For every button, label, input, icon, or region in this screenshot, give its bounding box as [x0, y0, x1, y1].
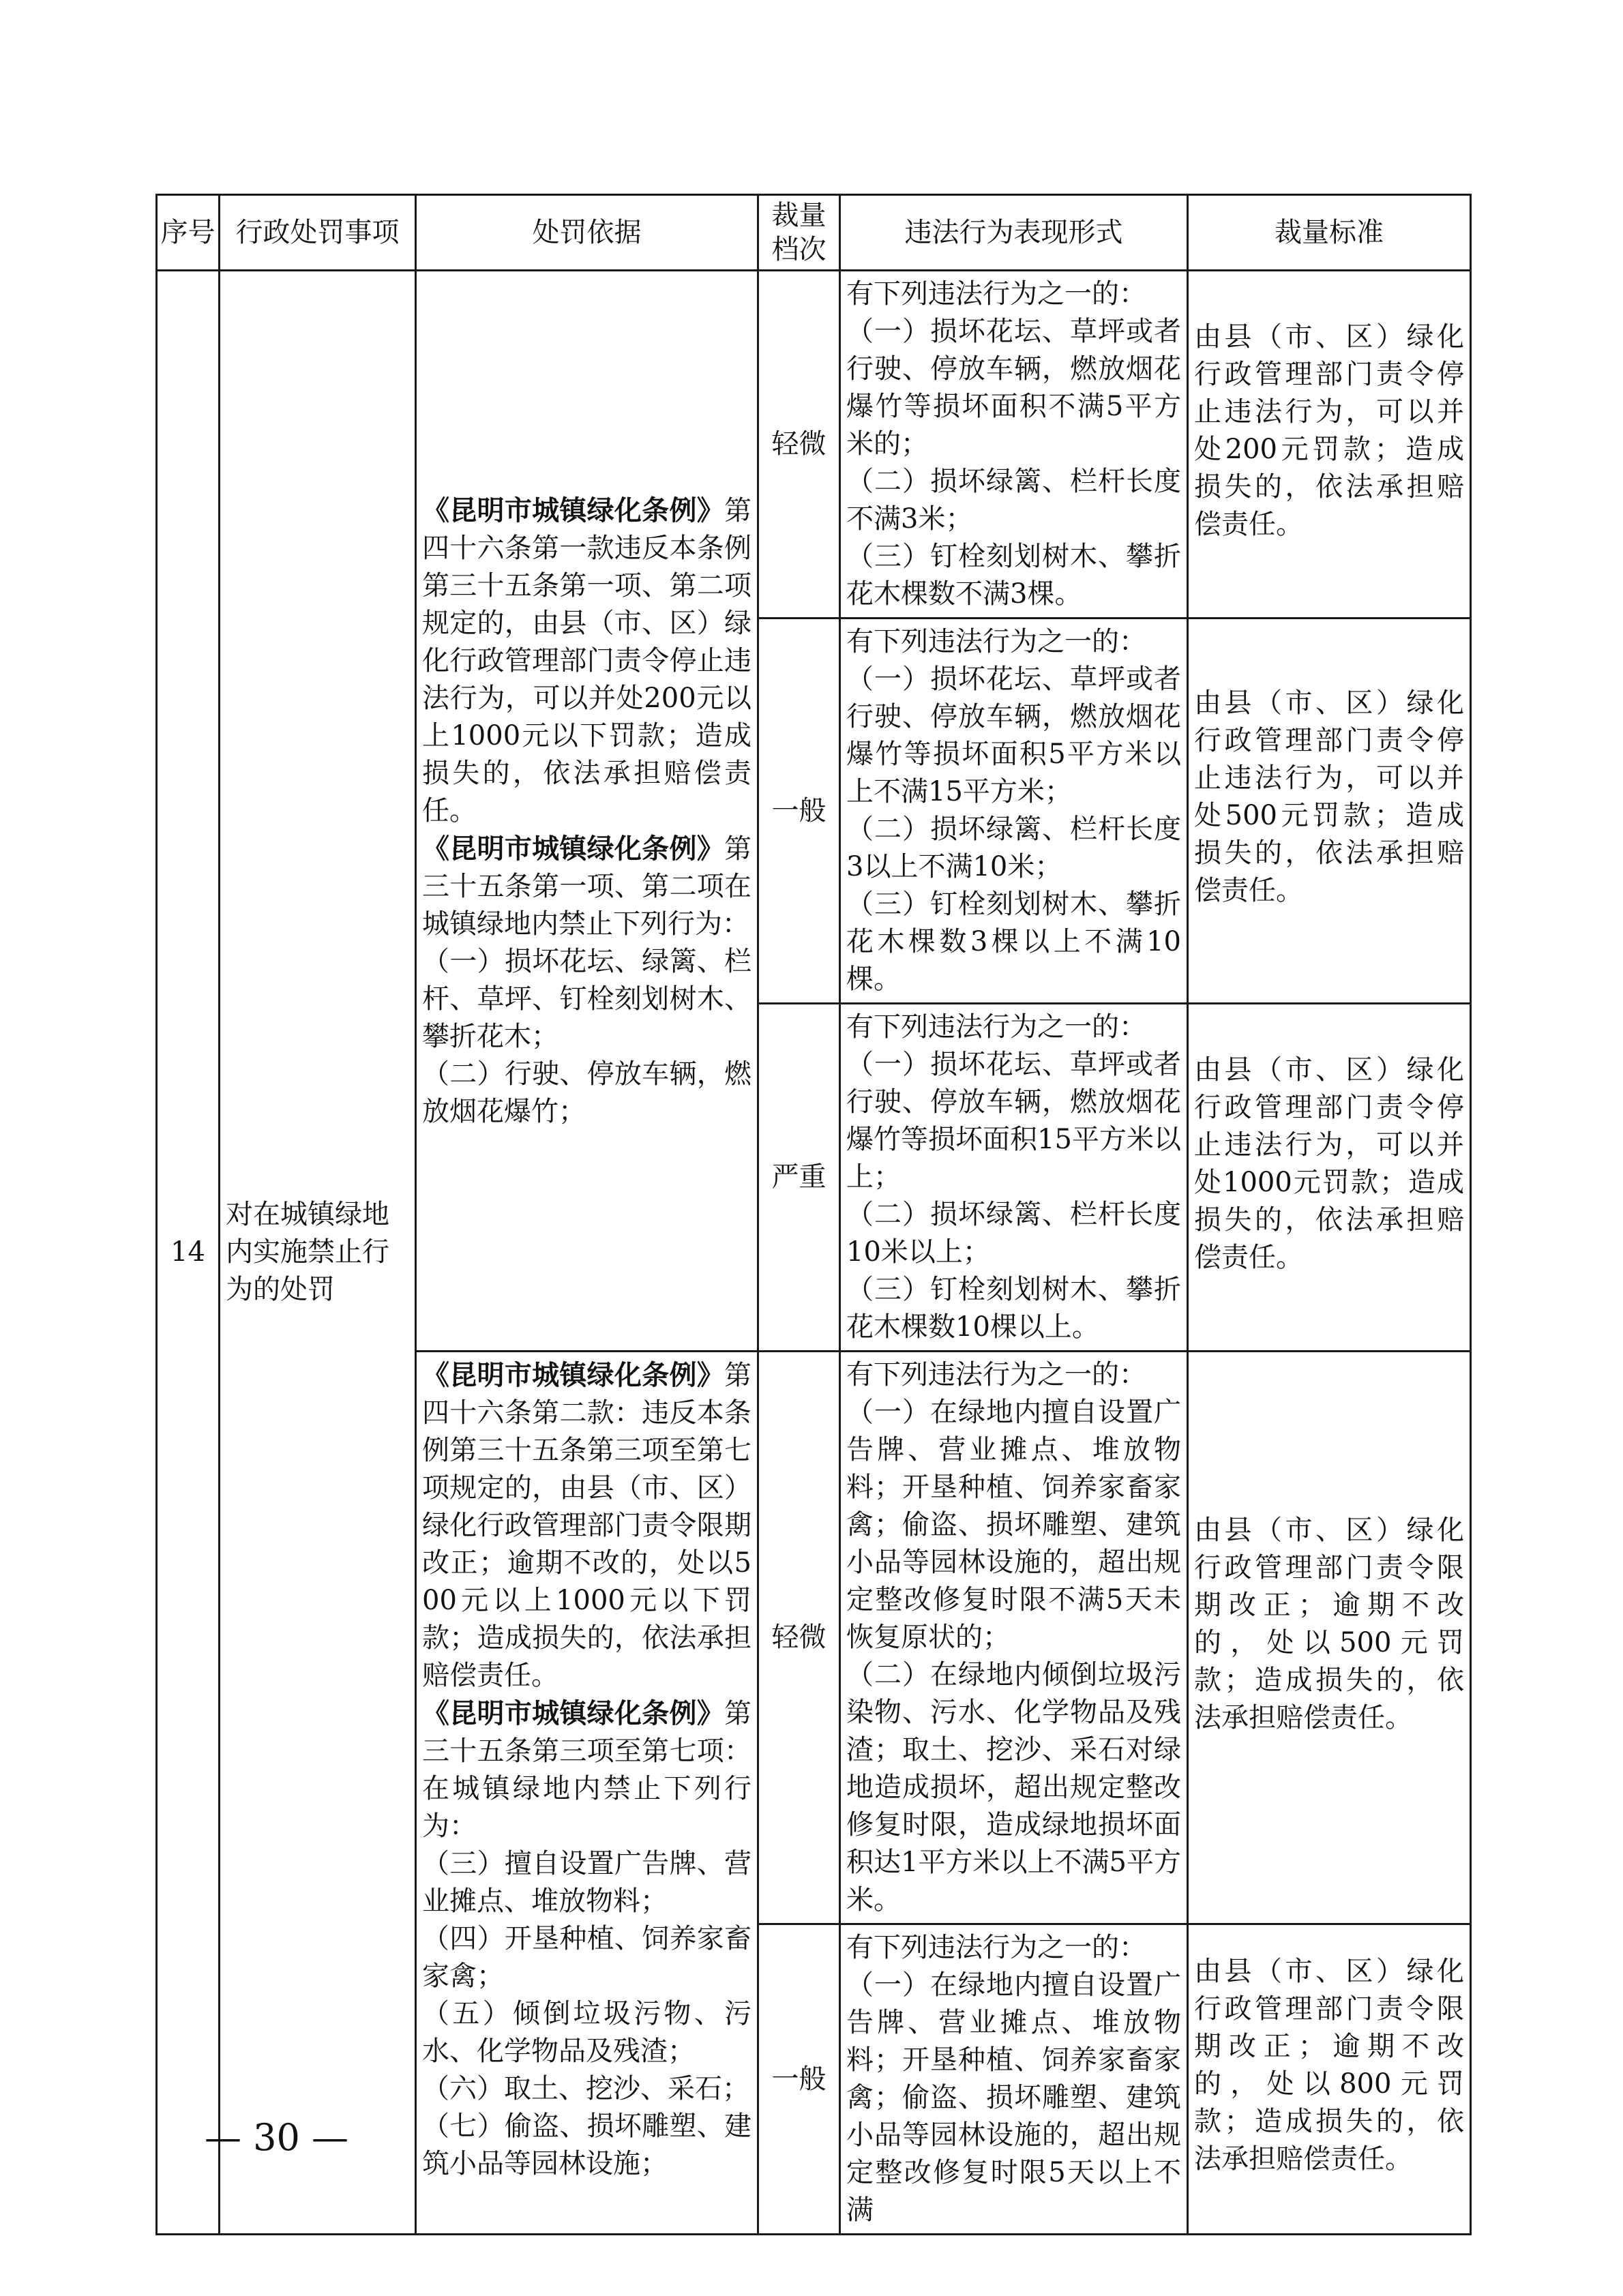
header-item: 行政处罚事项	[220, 195, 416, 271]
basis-text: （三）擅自设置广告牌、营业摊点、堆放物料；	[422, 1848, 751, 1917]
behavior-line: （一）损坏花坛、草坪或者行驶、停放车辆，燃放烟花爆竹等损坏面积5平方米以上不满15平方米；	[846, 664, 1181, 807]
basis-text: 第三十五条第一项、第二项在城镇绿地内禁止下列行为：	[422, 833, 751, 940]
level-cell: 轻微	[758, 271, 840, 618]
basis-text: 第三十五条第三项至第七项：在城镇绿地内禁止下列行为：	[422, 1698, 751, 1842]
basis-paragraph	[422, 1845, 751, 1920]
behavior-line: （一）在绿地内擅自设置广告牌、营业摊点、堆放物料；开垦种植、饲养家畜家禽；偷盗、损坏雕塑、建筑小品等园林设施的，超出规定整改修复时限不满5天未恢复原状的；	[846, 1397, 1181, 1653]
law-title: 《昆明市城镇绿化条例》	[422, 1697, 724, 1729]
law-title: 《昆明市城镇绿化条例》	[422, 494, 724, 526]
behavior-line: （一）损坏花坛、草坪或者行驶、停放车辆，燃放烟花爆竹等损坏面积不满5平方米的；	[846, 316, 1181, 460]
behavior-cell	[840, 1004, 1188, 1352]
row-number: 14	[157, 271, 220, 2235]
law-title: 《昆明市城镇绿化条例》	[422, 832, 724, 865]
basis-paragraph	[422, 2108, 751, 2183]
behavior-line: 有下列违法行为之一的：	[846, 1359, 1146, 1390]
basis-paragraph	[422, 1920, 751, 1995]
penalty-basis-a	[416, 271, 758, 1352]
standard-cell: 由县（市、区）绿化行政管理部门责令停止违法行为，可以并处200元罚款；造成损失的，依法承担赔偿责任。	[1188, 271, 1471, 618]
penalty-discretion-table	[155, 194, 1472, 2235]
basis-paragraph	[422, 492, 751, 830]
basis-text: 第四十六条第二款：违反本条例第三十五条第三项至第七项规定的，由县（市、区）绿化行政管理部门责令限期改正；逾期不改的，处以500元以上1000元以下罚款；造成损失的，依法承担赔偿责任。	[422, 1360, 751, 1691]
table-row	[157, 271, 1471, 618]
basis-paragraph	[422, 1695, 751, 1845]
basis-text: （二）行驶、停放车辆，燃放烟花爆竹；	[422, 1058, 751, 1127]
basis-paragraph	[422, 943, 751, 1056]
basis-text: 第四十六条第一款违反本条例第三十五条第一项、第二项规定的，由县（市、区）绿化行政管理部门责令停止违法行为，可以并处200元以上1000元以下罚款；造成损失的，依法承担赔偿责任。	[422, 494, 751, 826]
level-cell: 一般	[758, 1924, 840, 2235]
basis-paragraph	[422, 1995, 751, 2070]
standard-cell: 由县（市、区）绿化行政管理部门责令停止违法行为，可以并处1000元罚款；造成损失的，依法承担赔偿责任。	[1188, 1004, 1471, 1352]
behavior-line: （三）钉栓刻划树木、攀折花木棵数10棵以上。	[846, 1274, 1181, 1343]
header-no: 序号	[157, 195, 220, 271]
standard-cell: 由县（市、区）绿化行政管理部门责令限期改正；逾期不改的，处以500元罚款；造成损失的，依法承担赔偿责任。	[1188, 1352, 1471, 1924]
basis-paragraph	[422, 830, 751, 943]
level-cell: 轻微	[758, 1352, 840, 1924]
behavior-cell	[840, 1352, 1188, 1924]
header-level: 裁量档次	[758, 195, 840, 271]
behavior-cell	[840, 1924, 1188, 2235]
law-title: 《昆明市城镇绿化条例》	[422, 1359, 724, 1391]
basis-text: （一）损坏花坛、绿篱、栏杆、草坪、钉栓刻划树木、攀折花木；	[422, 945, 751, 1052]
behavior-line: 有下列违法行为之一的：	[846, 1011, 1146, 1043]
header-basis: 处罚依据	[416, 195, 758, 271]
behavior-line: （二）损坏绿篱、栏杆长度不满3米；	[846, 466, 1181, 535]
basis-text: （五）倾倒垃圾污物、污水、化学物品及残渣；	[422, 1998, 751, 2067]
behavior-line: （一）损坏花坛、草坪或者行驶、停放车辆，燃放烟花爆竹等损坏面积15平方米以上；	[846, 1049, 1181, 1193]
basis-paragraph	[422, 2070, 751, 2108]
basis-text: （四）开垦种植、饲养家畜家禽；	[422, 1923, 751, 1992]
behavior-line: （二）在绿地内倾倒垃圾污染物、污水、化学物品及残渣；取土、挖沙、采石对绿地造成损坏，超出规定整改修复时限，造成绿地损坏面积达1平方米以上不满5平方米。	[846, 1659, 1181, 1915]
behavior-line: （二）损坏绿篱、栏杆长度10米以上；	[846, 1199, 1181, 1268]
header-standard: 裁量标准	[1188, 195, 1471, 271]
behavior-line: 有下列违法行为之一的：	[846, 1932, 1146, 1963]
behavior-line: （一）在绿地内擅自设置广告牌、营业摊点、堆放物料；开垦种植、饲养家畜家禽；偷盗、损坏雕塑、建筑小品等园林设施的，超出规定整改修复时限5天以上不满	[846, 1969, 1181, 2226]
page-number: — 30 —	[205, 2116, 349, 2159]
header-behavior: 违法行为表现形式	[840, 195, 1188, 271]
behavior-line: （二）损坏绿篱、栏杆长度3以上不满10米；	[846, 814, 1181, 882]
behavior-cell	[840, 618, 1188, 1004]
basis-text: （六）取土、挖沙、采石；	[422, 2073, 749, 2104]
behavior-line: 有下列违法行为之一的：	[846, 278, 1146, 310]
basis-paragraph	[422, 1056, 751, 1131]
basis-text: （七）偷盗、损坏雕塑、建筑小品等园林设施；	[422, 2111, 751, 2179]
basis-paragraph	[422, 1356, 751, 1695]
level-cell: 一般	[758, 618, 840, 1004]
behavior-line: （三）钉栓刻划树木、攀折花木棵数3棵以上不满10棵。	[846, 889, 1181, 995]
standard-cell: 由县（市、区）绿化行政管理部门责令限期改正；逾期不改的，处以800元罚款；造成损失的，依法承担赔偿责任。	[1188, 1924, 1471, 2235]
table-header-row	[157, 195, 1471, 271]
penalty-item: 对在城镇绿地内实施禁止行为的处罚	[220, 271, 416, 2235]
behavior-cell	[840, 271, 1188, 618]
behavior-line: 有下列违法行为之一的：	[846, 626, 1146, 657]
behavior-line: （三）钉栓刻划树木、攀折花木棵数不满3棵。	[846, 541, 1181, 610]
penalty-basis-b	[416, 1352, 758, 2235]
level-cell: 严重	[758, 1004, 840, 1352]
standard-cell: 由县（市、区）绿化行政管理部门责令停止违法行为，可以并处500元罚款；造成损失的，依法承担赔偿责任。	[1188, 618, 1471, 1004]
